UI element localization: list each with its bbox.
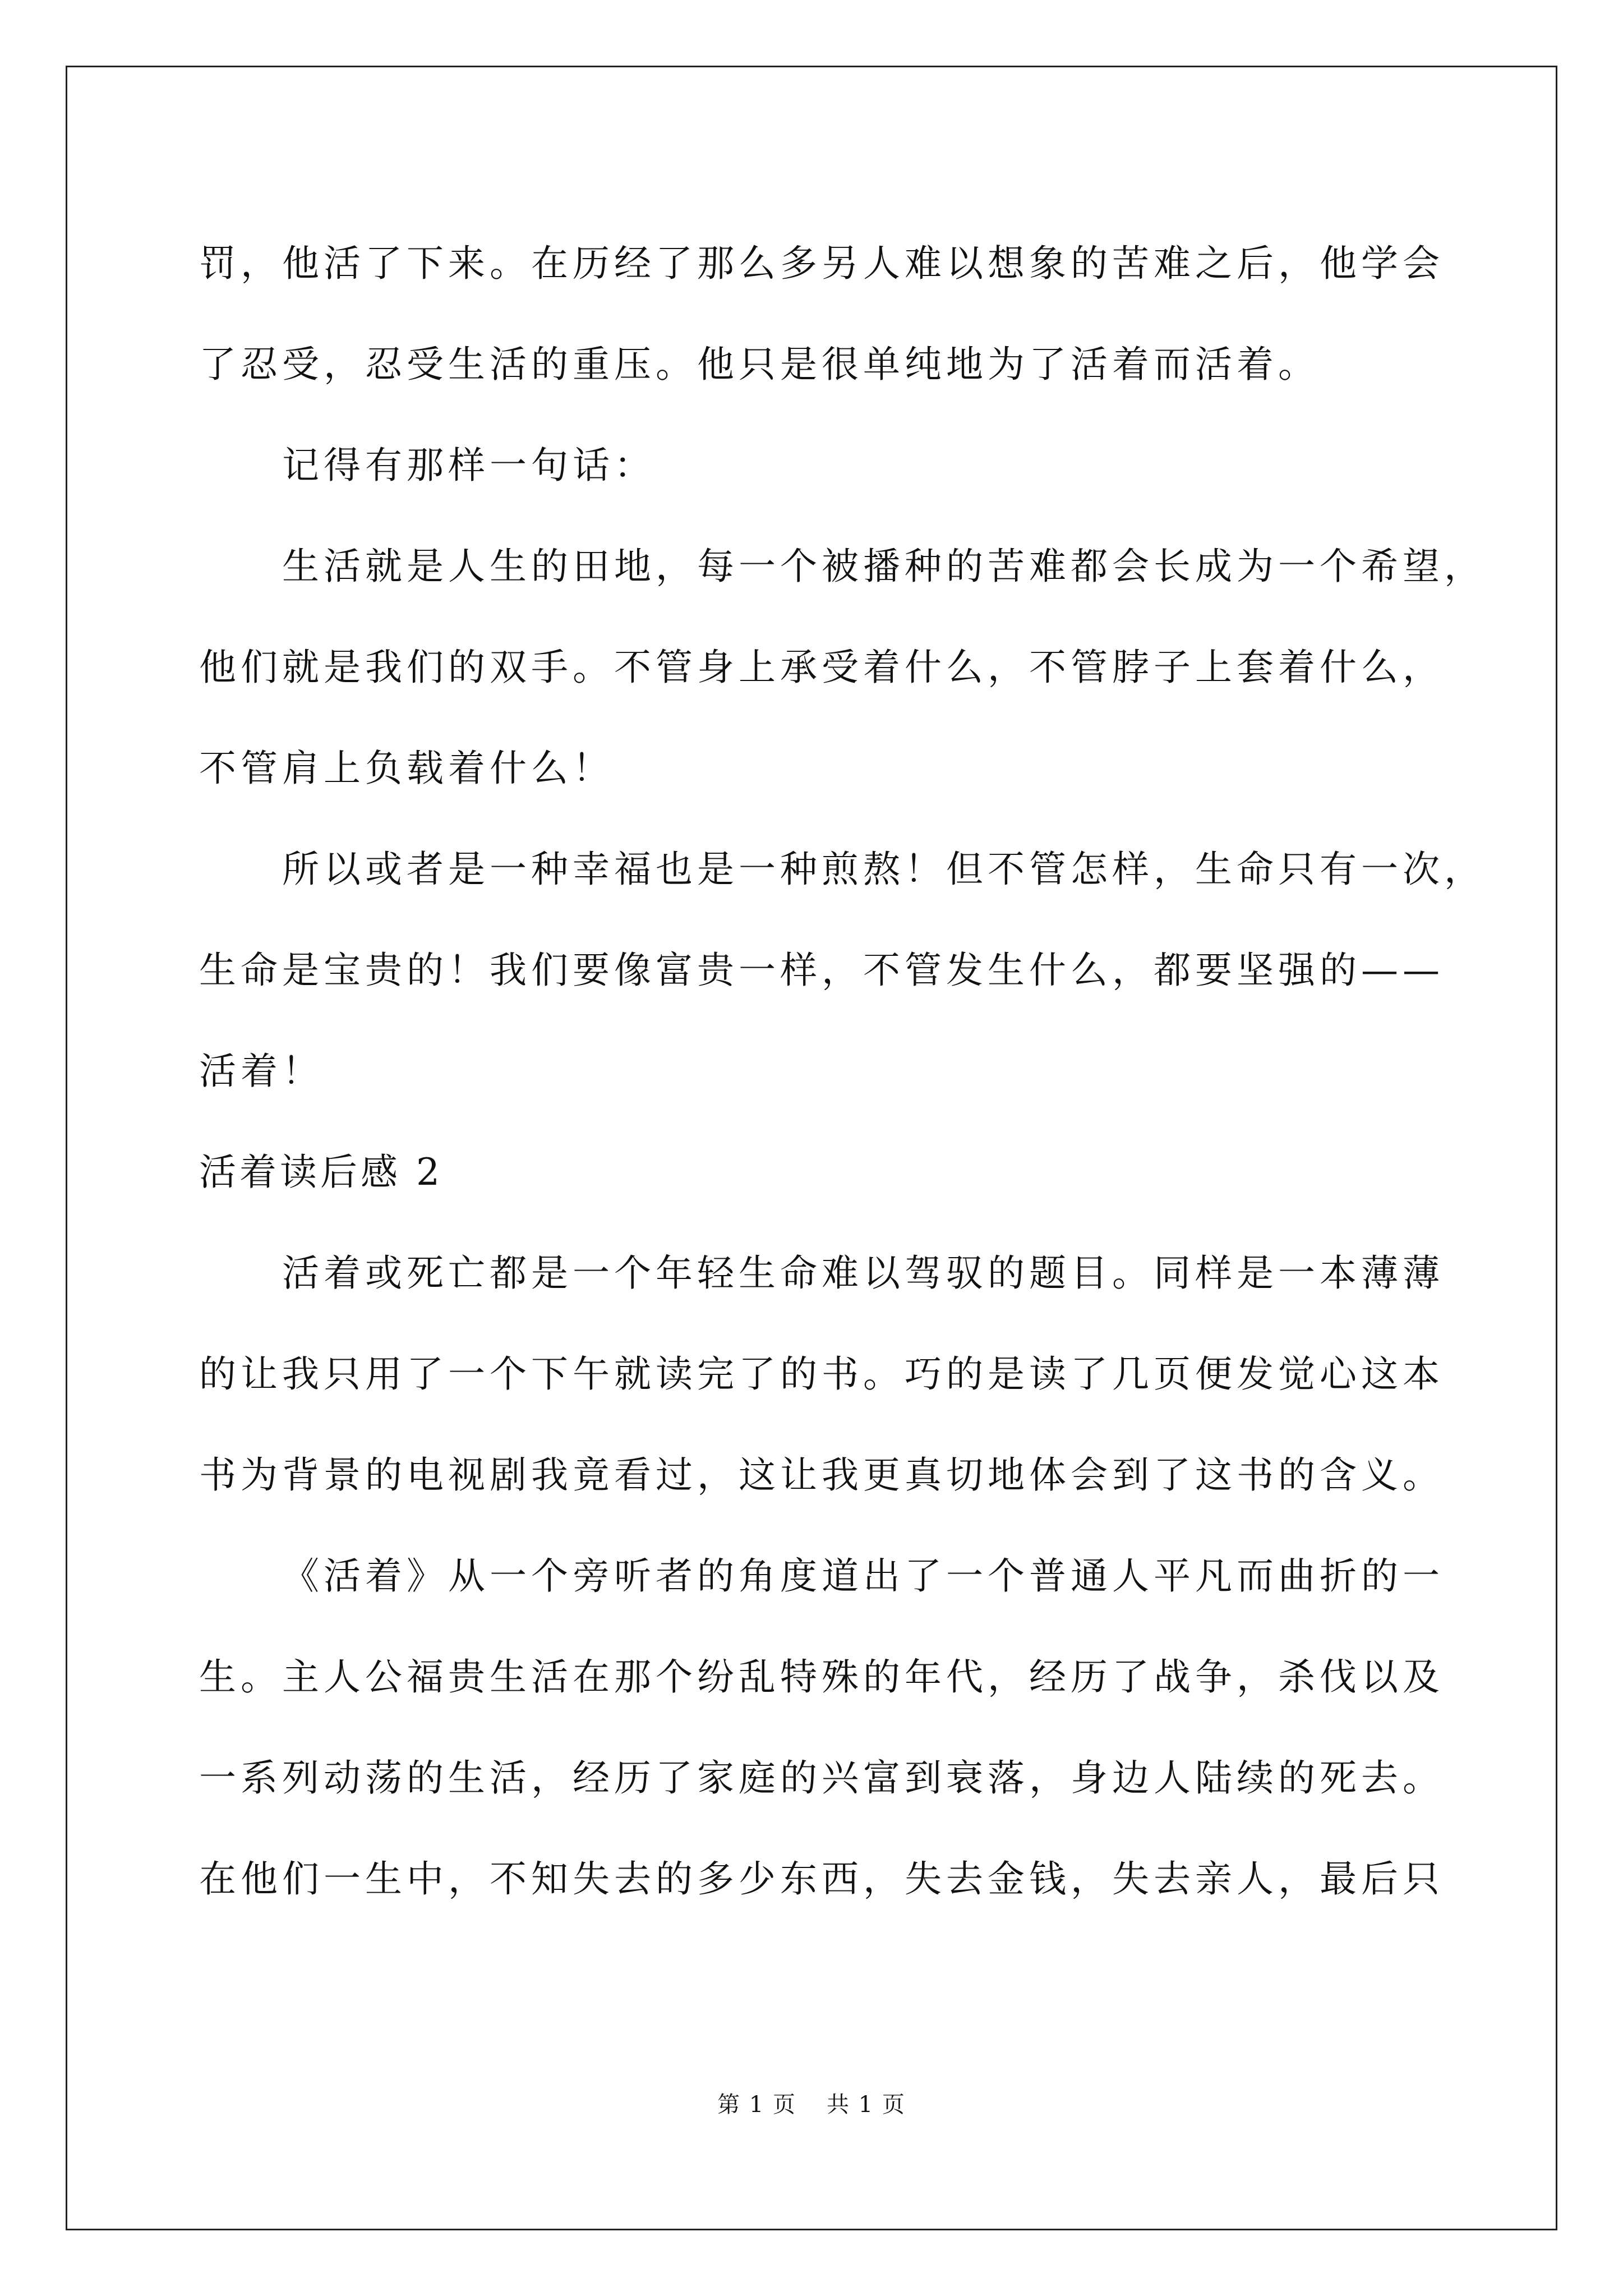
text-line: 的让我只用了一个下午就读完了的书。巧的是读了几页便发觉心这本 (199, 1352, 1444, 1396)
section-heading: 活着读后感 2 (199, 1151, 443, 1194)
text-line: 记得有那样一句话： (282, 444, 656, 487)
text-line: 一系列动荡的生活，经历了家庭的兴富到衰落，身边人陆续的死去。 (199, 1756, 1444, 1800)
text-line: 在他们一生中，不知失去的多少东西，失去金钱，失去亲人，最后只 (199, 1857, 1444, 1901)
text-line: 生。主人公福贵生活在那个纷乱特殊的年代，经历了战争，杀伐以及 (199, 1655, 1444, 1699)
text-line: 罚，他活了下来。在历经了那么多另人难以想象的苦难之后，他学会 (199, 242, 1444, 285)
page-number: 第 1 页 (717, 2092, 796, 2118)
text-line: 不管肩上负载着什么！ (199, 747, 614, 790)
page-total: 共 1 页 (827, 2092, 906, 2118)
text-line: 书为背景的电视剧我竟看过，这让我更真切地体会到了这书的含义。 (199, 1453, 1444, 1497)
text-line: 生活就是人生的田地，每一个被播种的苦难都会长成为一个希望， (282, 545, 1486, 588)
page-footer (0, 2087, 1623, 2119)
text-line: 生命是宝贵的！我们要像富贵一样，不管发生什么，都要坚强的—— (199, 949, 1444, 992)
document-body (199, 213, 1486, 1930)
text-line: 活着或死亡都是一个年轻生命难以驾驭的题目。同样是一本薄薄 (282, 1251, 1444, 1295)
text-line: 了忍受，忍受生活的重压。他只是很单纯地为了活着而活着。 (199, 343, 1320, 386)
text-line: 他们就是我们的双手。不管身上承受着什么，不管脖子上套着什么， (199, 646, 1444, 689)
text-line: 活着！ (199, 1050, 324, 1093)
text-line: 所以或者是一种幸福也是一种煎熬！但不管怎样，生命只有一次， (282, 848, 1486, 891)
text-line: 《活着》从一个旁听者的角度道出了一个普通人平凡而曲折的一 (282, 1554, 1444, 1598)
